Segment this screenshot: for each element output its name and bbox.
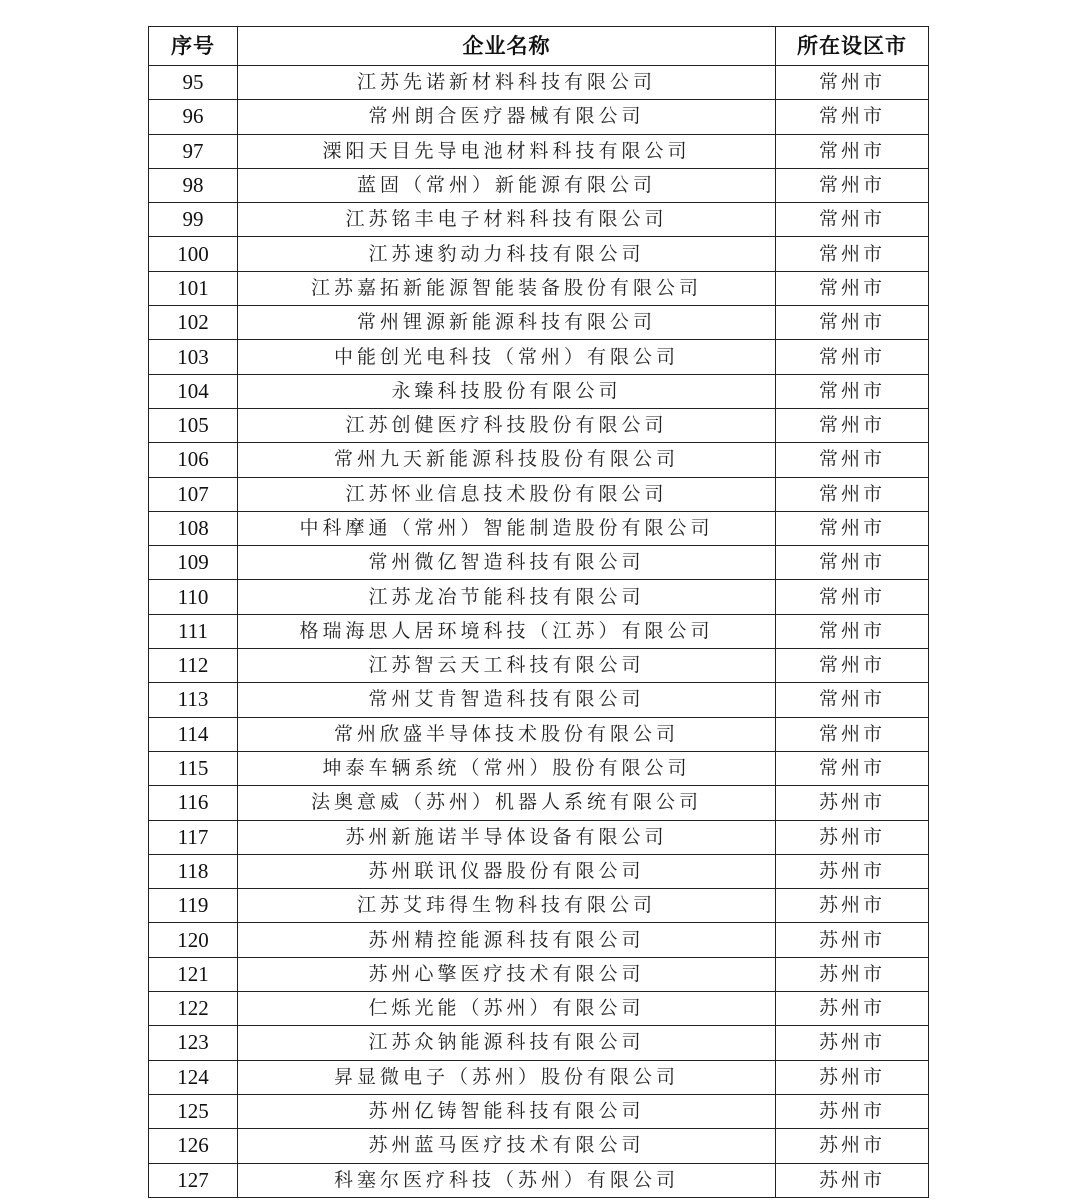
row-company-name: 苏州心擎医疗技术有限公司 [238,957,776,991]
table-row [149,1094,929,1128]
row-company-name: 江苏先诺新材料科技有限公司 [238,66,776,100]
table-row [149,923,929,957]
row-index: 96 [149,100,238,134]
row-index: 112 [149,649,238,683]
row-company-name: 溧阳天目先导电池材料科技有限公司 [238,134,776,168]
row-company-name: 常州朗合医疗器械有限公司 [238,100,776,134]
row-index: 97 [149,134,238,168]
row-company-name: 江苏众钠能源科技有限公司 [238,1026,776,1060]
row-city: 常州市 [776,374,929,408]
row-city: 常州市 [776,546,929,580]
table-row [149,889,929,923]
row-index: 99 [149,203,238,237]
row-city: 苏州市 [776,1026,929,1060]
table-row [149,1026,929,1060]
row-index: 120 [149,923,238,957]
table-row [149,168,929,202]
row-company-name: 常州欣盛半导体技术股份有限公司 [238,717,776,751]
row-city: 苏州市 [776,1163,929,1197]
row-city: 常州市 [776,443,929,477]
row-city: 苏州市 [776,1094,929,1128]
header-city: 所在设区市 [776,27,929,66]
table-row [149,854,929,888]
row-city: 常州市 [776,751,929,785]
row-company-name: 常州锂源新能源科技有限公司 [238,306,776,340]
row-index: 114 [149,717,238,751]
table-row [149,306,929,340]
row-index: 103 [149,340,238,374]
row-company-name: 永臻科技股份有限公司 [238,374,776,408]
row-company-name: 格瑞海思人居环境科技（江苏）有限公司 [238,614,776,648]
table-row [149,751,929,785]
row-company-name: 江苏艾玮得生物科技有限公司 [238,889,776,923]
table-row [149,134,929,168]
table-body [149,66,929,1198]
row-company-name: 常州艾肯智造科技有限公司 [238,683,776,717]
table-row [149,820,929,854]
row-company-name: 苏州联讯仪器股份有限公司 [238,854,776,888]
table-row [149,580,929,614]
row-company-name: 蓝固（常州）新能源有限公司 [238,168,776,202]
row-city: 常州市 [776,580,929,614]
row-company-name: 坤泰车辆系统（常州）股份有限公司 [238,751,776,785]
table-row [149,271,929,305]
row-index: 104 [149,374,238,408]
row-city: 苏州市 [776,854,929,888]
table-row [149,957,929,991]
row-company-name: 苏州蓝马医疗技术有限公司 [238,1129,776,1163]
row-index: 122 [149,992,238,1026]
row-company-name: 苏州亿铸智能科技有限公司 [238,1094,776,1128]
row-city: 常州市 [776,100,929,134]
row-city: 苏州市 [776,889,929,923]
row-index: 127 [149,1163,238,1197]
row-index: 105 [149,408,238,442]
table-row [149,786,929,820]
row-city: 苏州市 [776,820,929,854]
row-index: 107 [149,477,238,511]
row-index: 123 [149,1026,238,1060]
company-table [148,26,929,1198]
table-row [149,374,929,408]
header-row [149,27,929,66]
row-company-name: 法奥意威（苏州）机器人系统有限公司 [238,786,776,820]
row-city: 常州市 [776,477,929,511]
company-list-document [148,26,928,1198]
row-company-name: 江苏速豹动力科技有限公司 [238,237,776,271]
row-company-name: 江苏创健医疗科技股份有限公司 [238,408,776,442]
row-index: 121 [149,957,238,991]
row-index: 117 [149,820,238,854]
row-city: 苏州市 [776,1129,929,1163]
row-index: 110 [149,580,238,614]
table-row [149,237,929,271]
table-row [149,992,929,1026]
row-city: 常州市 [776,649,929,683]
row-company-name: 江苏龙冶节能科技有限公司 [238,580,776,614]
row-index: 116 [149,786,238,820]
table-row [149,717,929,751]
row-city: 常州市 [776,237,929,271]
row-company-name: 科塞尔医疗科技（苏州）有限公司 [238,1163,776,1197]
row-index: 98 [149,168,238,202]
table-row [149,477,929,511]
row-city: 常州市 [776,340,929,374]
table-row [149,511,929,545]
row-city: 苏州市 [776,957,929,991]
table-row [149,340,929,374]
row-city: 常州市 [776,614,929,648]
row-city: 常州市 [776,717,929,751]
row-city: 常州市 [776,168,929,202]
row-index: 115 [149,751,238,785]
row-index: 100 [149,237,238,271]
row-city: 苏州市 [776,1060,929,1094]
table-row [149,649,929,683]
row-index: 106 [149,443,238,477]
row-city: 常州市 [776,66,929,100]
header-company-name: 企业名称 [238,27,776,66]
row-company-name: 江苏嘉拓新能源智能装备股份有限公司 [238,271,776,305]
row-index: 111 [149,614,238,648]
row-index: 119 [149,889,238,923]
row-company-name: 江苏智云天工科技有限公司 [238,649,776,683]
row-index: 126 [149,1129,238,1163]
table-row [149,443,929,477]
table-row [149,683,929,717]
table-row [149,1163,929,1197]
row-company-name: 苏州精控能源科技有限公司 [238,923,776,957]
table-row [149,203,929,237]
row-city: 苏州市 [776,923,929,957]
row-company-name: 常州九天新能源科技股份有限公司 [238,443,776,477]
row-company-name: 常州微亿智造科技有限公司 [238,546,776,580]
table-header [149,27,929,66]
row-index: 109 [149,546,238,580]
row-company-name: 昇显微电子（苏州）股份有限公司 [238,1060,776,1094]
table-row [149,100,929,134]
row-city: 常州市 [776,271,929,305]
table-row [149,66,929,100]
row-company-name: 中能创光电科技（常州）有限公司 [238,340,776,374]
row-company-name: 江苏铭丰电子材料科技有限公司 [238,203,776,237]
row-index: 95 [149,66,238,100]
row-company-name: 仁烁光能（苏州）有限公司 [238,992,776,1026]
header-index: 序号 [149,27,238,66]
row-index: 108 [149,511,238,545]
row-city: 常州市 [776,306,929,340]
row-city: 苏州市 [776,992,929,1026]
row-city: 常州市 [776,134,929,168]
row-city: 常州市 [776,511,929,545]
row-index: 124 [149,1060,238,1094]
table-row [149,1129,929,1163]
row-city: 苏州市 [776,786,929,820]
row-company-name: 江苏怀业信息技术股份有限公司 [238,477,776,511]
row-index: 113 [149,683,238,717]
row-company-name: 苏州新施诺半导体设备有限公司 [238,820,776,854]
row-city: 常州市 [776,683,929,717]
row-city: 常州市 [776,408,929,442]
row-index: 102 [149,306,238,340]
row-company-name: 中科摩通（常州）智能制造股份有限公司 [238,511,776,545]
row-index: 101 [149,271,238,305]
table-row [149,408,929,442]
table-row [149,614,929,648]
row-city: 常州市 [776,203,929,237]
table-row [149,1060,929,1094]
table-row [149,546,929,580]
row-index: 118 [149,854,238,888]
row-index: 125 [149,1094,238,1128]
